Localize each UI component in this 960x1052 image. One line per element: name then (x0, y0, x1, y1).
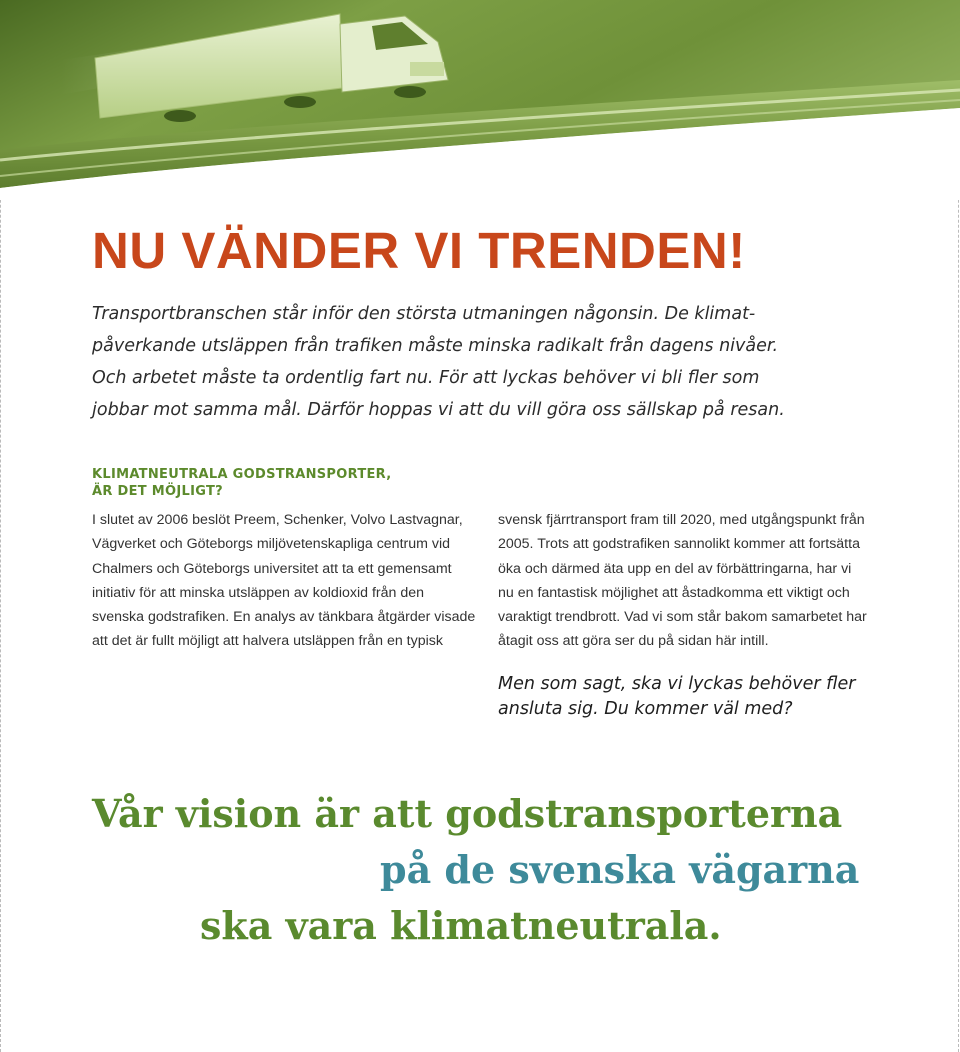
section-heading-line: ÄR DET MÖJLIGT? (92, 484, 223, 499)
section-heading (92, 466, 391, 500)
body-line: initiativ för att minska utsläppen av koldioxid från den (92, 584, 425, 601)
body-line: öka och därmed äta upp en del av förbättringarna, har vi (498, 560, 852, 577)
closing-line: Men som sagt, ska vi lyckas behöver fler (498, 674, 856, 694)
intro-paragraph (92, 298, 812, 426)
body-line: Chalmers och Göteborgs universitet att ta ett gemensamt (92, 560, 452, 577)
body-column-right (498, 508, 878, 654)
truck-on-highway-image (0, 0, 960, 200)
body-line: svensk fjärrtransport fram till 2020, med utgångspunkt från (498, 512, 865, 528)
intro-line: påverkande utsläppen från trafiken måste minska radikalt från dagens nivåer. (92, 336, 779, 356)
closing-line: ansluta sig. Du kommer väl med? (498, 699, 793, 719)
body-line: att det är fullt möjligt att halvera utsläppen från en typisk (92, 633, 443, 650)
body-line: svenska godstrafiken. En analys av tänkbara åtgärder visade (92, 609, 476, 626)
vision-line-3: ska vara klimatneutrala. (200, 903, 722, 948)
body-line: varaktigt trendbrott. Vad vi som står bakom samarbetet har (498, 609, 867, 626)
vision-line-2: på de svenska vägarna (380, 847, 860, 892)
body-line: I slutet av 2006 beslöt Preem, Schenker, Volvo Lastvagnar, (92, 512, 463, 528)
body-line: nu en fantastisk möjlighet att åstadkomma ett viktigt och (498, 584, 850, 601)
body-column-left (92, 508, 476, 654)
body-line: åtagit oss att göra ser du på sidan här intill. (498, 633, 769, 650)
page-title: NU VÄNDER VI TRENDEN! (92, 222, 746, 279)
closing-statement (498, 672, 918, 722)
intro-line: Transportbranschen står inför den största utmaningen någonsin. De klimat- (92, 304, 756, 324)
intro-line: Och arbetet måste ta ordentlig fart nu. För att lyckas behöver vi bli fler som (92, 368, 760, 388)
body-line: 2005. Trots att godstrafiken sannolikt kommer att fortsätta (498, 536, 860, 553)
body-line: Vägverket och Göteborgs miljövetenskapliga centrum vid (92, 536, 451, 553)
section-heading-line: KLIMATNEUTRALA GODSTRANSPORTER, (92, 467, 392, 482)
vision-line-1: Vår vision är att godstransporterna (92, 791, 843, 836)
intro-line: jobbar mot samma mål. Därför hoppas vi att du vill göra oss sällskap på resan. (92, 400, 785, 420)
